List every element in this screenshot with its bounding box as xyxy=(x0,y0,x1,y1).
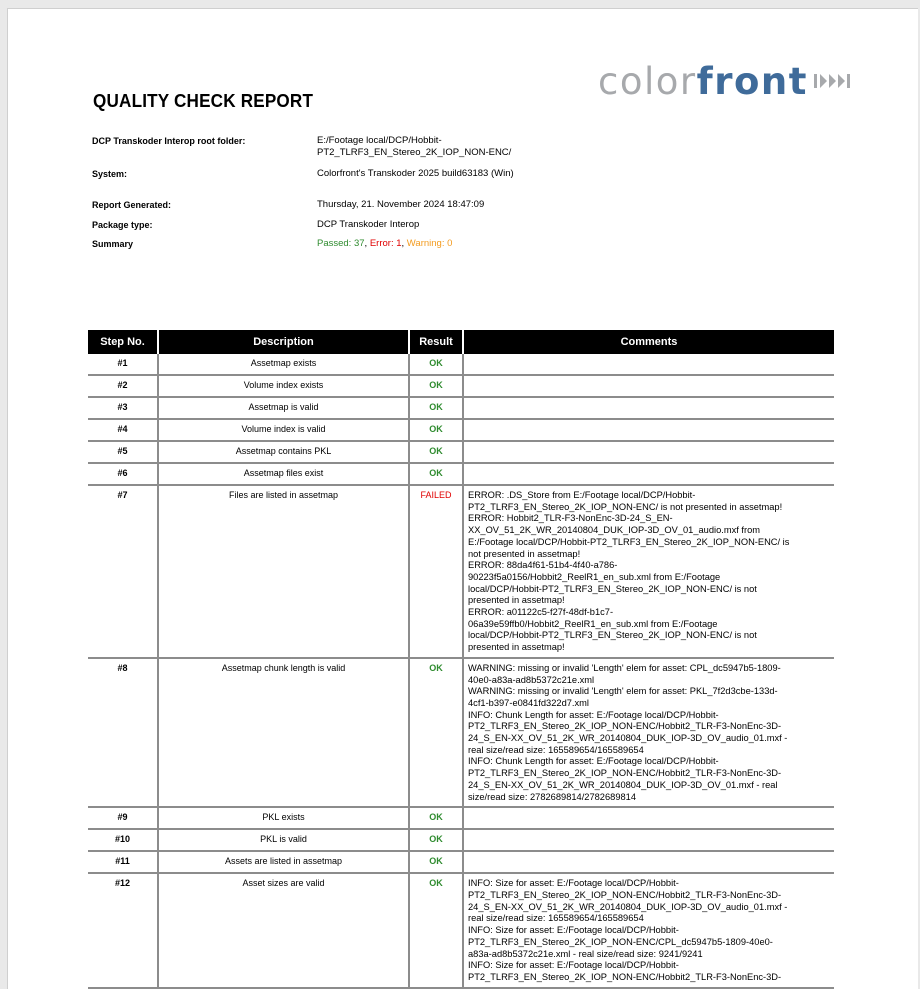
summary-passed: Passed: 37 xyxy=(317,238,365,249)
comment-line: WARNING: missing or invalid 'Length' elem for asset: CPL_dc5947b5-1809- xyxy=(468,662,781,673)
step-number: #9 xyxy=(88,808,157,830)
table-body xyxy=(88,354,834,989)
step-description: Assets are listed in assetmap xyxy=(157,852,408,874)
comment-line: PT2_TLRF3_EN_Stereo_2K_IOP_NON-ENC/Hobbit2_TLR-F3-NonEnc-3D- xyxy=(468,768,782,779)
step-description: Asset sizes are valid xyxy=(157,874,408,988)
step-comments xyxy=(462,659,834,808)
step-result: OK xyxy=(408,808,462,830)
comment-line: local/DCP/Hobbit-PT2_TLRF3_EN_Stereo_2K_IOP_NON-ENC/ is not xyxy=(468,583,757,594)
info-value: Colorfront's Transkoder 2025 build63183 (Win) xyxy=(317,168,514,179)
step-number: #5 xyxy=(88,442,157,464)
info-row xyxy=(92,199,692,219)
table-header-row xyxy=(88,330,834,354)
comment-line: 40e0-a83a-ad8b5372c21e.xml xyxy=(468,674,595,685)
comment-line: local/DCP/Hobbit-PT2_TLRF3_EN_Stereo_2K_IOP_NON-ENC/ is not xyxy=(468,630,757,641)
info-key: DCP Transkoder Interop root folder: xyxy=(92,136,246,146)
step-comments xyxy=(462,442,834,464)
table-row xyxy=(88,808,834,830)
step-number: #10 xyxy=(88,830,157,852)
comment-line: 06a39e59ffb0/Hobbit2_ReelR1_en_sub.xml from E:/Footage xyxy=(468,618,718,629)
step-result: OK xyxy=(408,442,462,464)
comment-line: 90223f5a0156/Hobbit2_ReelR1_en_sub.xml from E:/Footage xyxy=(468,571,721,582)
logo-text-light: color xyxy=(598,59,697,103)
comment-line: ERROR: .DS_Store from E:/Footage local/DCP/Hobbit- xyxy=(468,490,696,500)
step-comments xyxy=(462,808,834,830)
step-description: Files are listed in assetmap xyxy=(157,486,408,659)
comment-line: 24_S_EN-XX_OV_51_2K_WR_20140804_DUK_IOP-3D_OV_audio_01.mxf - xyxy=(468,733,788,744)
comment-line: 24_S_EN-XX_OV_51_2K_WR_20140804_DUK_IOP-3D_OV_audio_01.mxf - xyxy=(468,901,788,912)
info-value: Thursday, 21. November 2024 18:47:09 xyxy=(317,199,485,210)
step-number: #11 xyxy=(88,852,157,874)
step-comments xyxy=(462,464,834,486)
step-number: #2 xyxy=(88,376,157,398)
comment-line: INFO: Size for asset: E:/Footage local/DCP/Hobbit- xyxy=(468,925,679,936)
report-page xyxy=(7,8,918,989)
step-number: #4 xyxy=(88,420,157,442)
step-number: #3 xyxy=(88,398,157,420)
step-description: Assetmap is valid xyxy=(157,398,408,420)
comment-line: ERROR: a01122c5-f27f-48df-b1c7- xyxy=(468,607,614,618)
comment-line: 24_S_EN-XX_OV_51_2K_WR_20140804_DUK_IOP-3D_OV_01.mxf - real xyxy=(468,779,778,790)
table-row xyxy=(88,376,834,398)
step-result: OK xyxy=(408,376,462,398)
comment-line: presented in assetmap! xyxy=(468,642,565,653)
comment-line: PT2_TLRF3_EN_Stereo_2K_IOP_NON-ENC/Hobbit2_TLR-F3-NonEnc-3D- xyxy=(468,971,782,982)
summary-sep: , xyxy=(364,238,370,249)
table-row xyxy=(88,486,834,659)
step-description: Assetmap exists xyxy=(157,354,408,376)
info-key: Report Generated: xyxy=(92,200,172,210)
comment-line: a83a-ad8b5372c21e.xml - real size/read size: 9241/9241 xyxy=(468,948,703,959)
table-row xyxy=(88,659,834,808)
comment-line: PT2_TLRF3_EN_Stereo_2K_IOP_NON-ENC/CPL_dc5947b5-1809-40e0- xyxy=(468,936,773,947)
comment-line: PT2_TLRF3_EN_Stereo_2K_IOP_NON-ENC/Hobbit2_TLR-F3-NonEnc-3D- xyxy=(468,889,782,900)
summary-error: Error: 1 xyxy=(369,238,402,249)
step-comments xyxy=(462,398,834,420)
step-result: OK xyxy=(408,420,462,442)
step-description: Assetmap contains PKL xyxy=(157,442,408,464)
step-description: Volume index is valid xyxy=(157,420,408,442)
colorfront-logo xyxy=(598,59,852,103)
table-row xyxy=(88,354,834,376)
info-value: E:/Footage local/DCP/Hobbit-PT2_TLRF3_EN_Stereo_2K_IOP_NON-ENC/ xyxy=(317,135,512,158)
step-result: OK xyxy=(408,464,462,486)
comment-line: ERROR: 88da4f61-51b4-4f40-a786- xyxy=(468,560,618,571)
comment-line: size/read size: 2782689814/2782689814 xyxy=(468,791,636,802)
logo-text-bold: front xyxy=(696,59,808,103)
summary-warning: Warning: 0 xyxy=(406,238,453,249)
comment-line: WARNING: missing or invalid 'Length' elem for asset: PKL_7f2d3cbe-133d- xyxy=(468,686,778,697)
comment-line: PT2_TLRF3_EN_Stereo_2K_IOP_NON-ENC/Hobbit2_TLR-F3-NonEnc-3D- xyxy=(468,721,782,732)
step-comments xyxy=(462,830,834,852)
comment-line: real size/read size: 165589654/165589654 xyxy=(468,913,644,924)
summary-value xyxy=(317,238,547,257)
comment-line: real size/read size: 165589654/165589654 xyxy=(468,744,644,755)
comment-line: E:/Footage local/DCP/Hobbit-PT2_TLRF3_EN_Stereo_2K_IOP_NON-ENC/ is xyxy=(468,536,790,547)
comment-line: PT2_TLRF3_EN_Stereo_2K_IOP_NON-ENC/ is not presented in assetmap! xyxy=(468,501,783,512)
step-number: #7 xyxy=(88,486,157,659)
step-number: #6 xyxy=(88,464,157,486)
step-result: OK xyxy=(408,852,462,874)
page-title: QUALITY CHECK REPORT xyxy=(93,91,314,111)
info-row xyxy=(92,135,692,168)
comment-line: ERROR: Hobbit2_TLR-F3-NonEnc-3D-24_S_EN- xyxy=(468,513,673,524)
info-key: Package type: xyxy=(92,220,153,230)
table-row xyxy=(88,830,834,852)
step-comments xyxy=(462,354,834,376)
summary-sep: , xyxy=(401,238,407,249)
step-result: OK xyxy=(408,659,462,808)
comment-line: not presented in assetmap! xyxy=(468,548,581,559)
step-comments xyxy=(462,852,834,874)
comment-line: INFO: Size for asset: E:/Footage local/DCP/Hobbit- xyxy=(468,960,679,971)
header-result: Result xyxy=(408,330,462,354)
step-description: Volume index exists xyxy=(157,376,408,398)
header-description: Description xyxy=(157,330,408,354)
info-key: Summary xyxy=(92,239,134,249)
comment-line: INFO: Chunk Length for asset: E:/Footage local/DCP/Hobbit- xyxy=(468,709,719,720)
info-row xyxy=(92,238,692,257)
logo-arrows-icon xyxy=(814,72,852,90)
table-row xyxy=(88,442,834,464)
step-result: OK xyxy=(408,398,462,420)
info-row xyxy=(92,219,692,238)
table-row xyxy=(88,852,834,874)
header-comments: Comments xyxy=(462,330,834,354)
info-row xyxy=(92,168,692,199)
comment-line: INFO: Size for asset: E:/Footage local/DCP/Hobbit- xyxy=(468,878,679,889)
step-number: #8 xyxy=(88,659,157,808)
step-comments xyxy=(462,376,834,398)
quality-check-table xyxy=(88,330,834,989)
step-result: FAILED xyxy=(408,486,462,659)
table-row xyxy=(88,464,834,486)
step-number: #1 xyxy=(88,354,157,376)
report-info xyxy=(92,135,692,257)
comment-line: INFO: Chunk Length for asset: E:/Footage local/DCP/Hobbit- xyxy=(468,756,719,767)
step-description: Assetmap chunk length is valid xyxy=(157,659,408,808)
step-result: OK xyxy=(408,354,462,376)
step-result: OK xyxy=(408,830,462,852)
comment-line: XX_OV_51_2K_WR_20140804_DUK_IOP-3D_OV_01_audio.mxf from xyxy=(468,525,760,536)
comment-line: 4cf1-b397-e0841fd322d7.xml xyxy=(468,697,589,708)
table-row xyxy=(88,874,834,988)
comment-line: presented in assetmap! xyxy=(468,595,565,606)
table-row xyxy=(88,420,834,442)
header-step: Step No. xyxy=(88,330,157,354)
step-comments xyxy=(462,874,834,988)
info-key: System: xyxy=(92,169,128,179)
step-description: PKL is valid xyxy=(157,830,408,852)
step-description: Assetmap files exist xyxy=(157,464,408,486)
info-value: DCP Transkoder Interop xyxy=(317,219,420,230)
step-result: OK xyxy=(408,874,462,988)
step-number: #12 xyxy=(88,874,157,988)
step-description: PKL exists xyxy=(157,808,408,830)
step-comments xyxy=(462,486,834,659)
table-row xyxy=(88,398,834,420)
step-comments xyxy=(462,420,834,442)
